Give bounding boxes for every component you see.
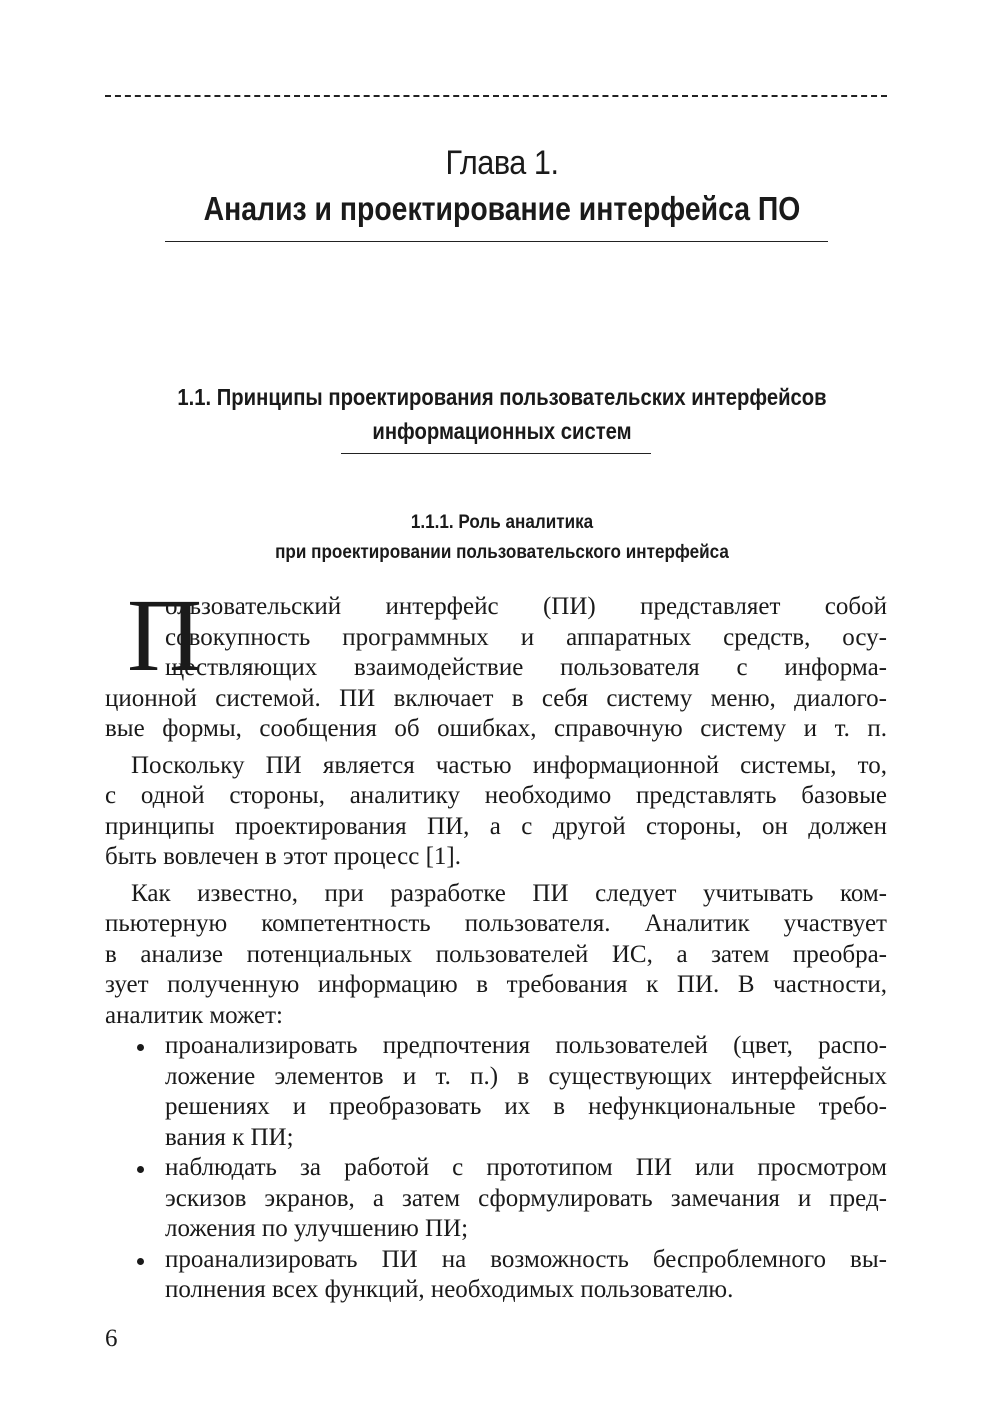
paragraph-line: быть вовлечен в этот процесс [1].: [105, 843, 461, 870]
bullet-line: ложение элементов и т. п.) в существующих интерфейсных: [165, 1062, 887, 1090]
bullet-line: ложения по улучшению ПИ;: [165, 1215, 469, 1242]
paragraph-1: [105, 578, 887, 745]
paragraph-line: с одной стороны, аналитику необходимо представлять базовые: [105, 782, 887, 809]
paragraph-line: совокупность программных и аппаратных средств, осу-: [165, 623, 887, 651]
bullet-line: проанализировать предпочтения пользователей (цвет, распо-: [165, 1032, 887, 1059]
chapter-underline: [165, 241, 828, 242]
bullet-list: [105, 1031, 887, 1306]
page-number: 6: [105, 1325, 118, 1352]
paragraph-line: ществляющих взаимодействие пользователя с информа-: [165, 654, 887, 681]
bullet-item: [105, 1153, 887, 1245]
paragraph-line: в анализе потенциальных пользователей ИС, а затем преобра-: [105, 940, 887, 968]
paragraph-line: аналитик может:: [105, 1001, 283, 1029]
section-underline: [341, 453, 651, 454]
section-title-line-1: 1.1. Принципы проектирования пользовательских интерфейсов: [177, 384, 827, 410]
paragraph-2: [105, 751, 887, 873]
paragraph-line: ользовательский интерфейс (ПИ) представляет собой: [165, 593, 887, 620]
paragraph-line: Поскольку ПИ является частью информационной системы, то,: [131, 751, 887, 779]
bullet-line: вания к ПИ;: [165, 1123, 294, 1151]
section-title: [60, 380, 944, 448]
paragraph-line: ционной системой. ПИ включает в себя систему меню, диалого-: [105, 684, 887, 712]
subsection-title-line-2: при проектировании пользовательского интерфейса: [275, 542, 729, 563]
paragraph-line: принципы проектирования ПИ, а с другой стороны, он должен: [105, 812, 887, 840]
paragraph-line: зует полученную информацию в требования к ПИ. В частности,: [105, 971, 887, 998]
paragraph-3: [105, 879, 887, 1032]
bullet-dot-icon: [137, 1044, 144, 1051]
bullet-line: эскизов экранов, а затем сформулировать замечания и пред-: [165, 1184, 887, 1212]
paragraph-line: пьютерную компетентность пользователя. Аналитик участвует: [105, 910, 887, 937]
subsection-title-line-1: 1.1.1. Роль аналитика: [410, 512, 594, 533]
bullet-item: [105, 1245, 887, 1306]
chapter-label: Глава 1.: [445, 144, 559, 182]
bullet-line: полнения всех функций, необходимых пользователю.: [165, 1276, 734, 1303]
bullet-line: наблюдать за работой с прототипом ПИ или просмотром: [165, 1154, 887, 1181]
paragraph-line: вые формы, сообщения об ошибках, справочную систему и т. п.: [105, 715, 887, 742]
bullet-dot-icon: [137, 1258, 144, 1265]
drop-cap: П: [127, 578, 203, 693]
bullet-item: [105, 1031, 887, 1153]
subsection-title: [50, 508, 954, 568]
bullet-dot-icon: [137, 1166, 144, 1173]
paragraph-line: Как известно, при разработке ПИ следует учитывать ком-: [131, 879, 887, 907]
section-title-line-2: информационных систем: [372, 418, 632, 444]
body-text: [105, 578, 887, 1306]
bullet-line: проанализировать ПИ на возможность беспроблемного вы-: [165, 1245, 887, 1273]
chapter-title: Анализ и проектирование интерфейса ПО: [203, 190, 801, 227]
bullet-line: решениях и преобразовать их в нефункциональные требо-: [165, 1093, 887, 1120]
top-dashed-rule: [105, 95, 887, 97]
